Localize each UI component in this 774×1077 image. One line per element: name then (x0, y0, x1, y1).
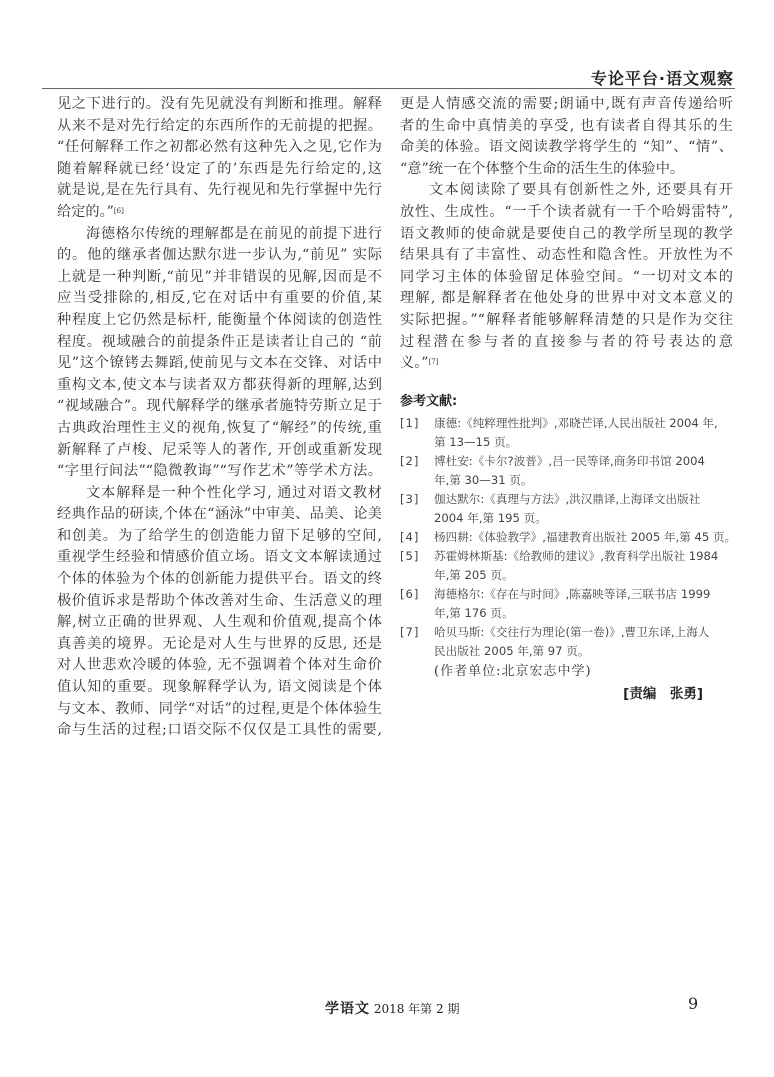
reference-text: 年,第 176 页。 (434, 605, 514, 620)
reference-text: 哈贝马斯:《交往行为理论(第一卷)》,曹卫东译,上海人 (434, 624, 710, 639)
reference-item (400, 452, 733, 490)
text-line: 古典政治理性主义的视角,恢复了“解经”的传统,重 (57, 419, 382, 436)
text-line: 经典作品的研读,个体在“涵泳”中审美、品美、论美 (57, 506, 382, 523)
reference-number: [3] (400, 491, 420, 506)
reference-number: [5] (400, 548, 420, 563)
text-line: 解,树立正确的世界观、人生观和价值观,提高个体 (57, 614, 382, 631)
text-line: 与文本、教师、同学“对话”的过程,更是个体体验生 (57, 700, 382, 717)
citation-marker: [7] (428, 358, 439, 367)
reference-text: 苏霍姆林斯基:《给教师的建议》,教育科学出版社 1984 (434, 548, 719, 563)
paragraph-start-line: 文本阅读除了要具有创新性之外, 还要具有开 (429, 182, 733, 199)
reference-item (400, 623, 733, 661)
editor-credit: [责编 张勇] (623, 685, 703, 702)
reference-number: [7] (400, 624, 420, 639)
text-line: 实际把握。”“解释者能够解释清楚的只是作为交往 (400, 311, 733, 328)
references-heading: 参考文献: (400, 393, 458, 409)
reference-item (400, 547, 733, 585)
text-line: 见”这个镣铐去舞蹈,使前见与文本在交锋、对话中 (57, 355, 382, 372)
text-line: 更是人情感交流的需要;朗诵中,既有声音传递给听 (400, 96, 733, 112)
right-column (400, 94, 737, 705)
text-line: 新解释了卢梭、尼采等人的著作, 开创或重新发现 (57, 441, 382, 458)
text-line: 命与生活的过程;口语交际不仅仅是工具性的需要, (57, 722, 382, 739)
text-line: 对人世悲欢冷暖的体验, 无不强调着个体对生命价 (57, 657, 382, 674)
text-line (400, 353, 733, 375)
footer-journal (325, 998, 459, 1018)
paragraph-start-line: 海德格尔传统的理解都是在前见的前提下进行 (86, 225, 382, 242)
reference-item (400, 528, 737, 547)
text-line: 重构文本,使文本与读者双方都获得新的理解,达到 (57, 376, 382, 393)
text-line: “意”统一在个体整个生命的活生生的体验中。 (400, 160, 685, 177)
reference-text: 康德:《纯粹理性批判》,邓晓芒译,人民出版社 2004 年, (434, 415, 718, 430)
header-divider (42, 88, 735, 89)
reference-text: 2004 年,第 195 页。 (434, 510, 547, 525)
reference-text: 杨四耕:《体验教学》,福建教育出版社 2005 年,第 45 页。 (434, 529, 737, 544)
text-line: “任何解释工作之初都必然有这种先入之见,它作为 (57, 139, 382, 156)
text-line: 重视学生经验和情感价值立场。语文文本解读通过 (57, 549, 382, 566)
text-line: 见之下进行的。没有先见就没有判断和推理。解释 (57, 96, 382, 112)
reference-text: 伽达默尔:《真理与方法》,洪汉鼎译,上海译文出版社 (434, 491, 701, 506)
reference-number: [1] (400, 415, 420, 430)
text-line: 命美的体验。语文阅读教学将学生的 “知”、“情”、 (400, 139, 733, 156)
journal-issue: 2018 年第 2 期 (373, 1002, 460, 1016)
reference-number: [2] (400, 453, 420, 468)
reference-item (400, 490, 733, 528)
reference-text: 第 13—15 页。 (434, 434, 518, 449)
page-number: 9 (688, 994, 699, 1013)
reference-text: 年,第 205 页。 (434, 567, 514, 582)
reference-item (400, 414, 733, 452)
text-line: 从来不是对先行给定的东西所作的无前提的把握。 (57, 117, 382, 134)
text-line: 应当受排除的,相反,它在对话中有重要的价值,某 (57, 290, 382, 307)
reference-text: 博杜安:《卡尔?波普》,吕一民等译,商务印书馆 2004 (434, 453, 705, 468)
journal-name: 学语文 (325, 1001, 370, 1017)
text-line: 个体的体验为个体的创新能力提供平台。语文的终 (57, 571, 382, 588)
text-line: “字里行间法”“隐微教诲”“写作艺术”等学术方法。 (57, 463, 382, 480)
citation-marker: [6] (113, 206, 124, 215)
reference-text: 民出版社 2005 年,第 97 页。 (434, 643, 590, 658)
text-line: 值认知的重要。现象解释学认为, 语文阅读是个体 (57, 679, 382, 696)
left-column (57, 94, 382, 742)
text-line: 就是说,是在先行具有、先行视见和先行掌握中先行 (57, 182, 382, 199)
text-line: 的。他的继承者伽达默尔进一步认为,“前见” 实际 (57, 247, 382, 264)
text-line: 真善美的境界。无论是对人生与世界的反思, 还是 (57, 635, 382, 652)
paragraph-start-line: 文本解释是一种个性化学习, 通过对语文教材 (86, 484, 382, 501)
text-fragment: 给定的。” (57, 203, 114, 220)
reference-number: [6] (400, 586, 420, 601)
text-line: 种程度上它仍然是标杆, 能衡量个体阅读的创造性 (57, 311, 382, 328)
reference-text: 年,第 30—31 页。 (434, 472, 533, 487)
text-line: 结果具有了丰富性、动态性和隐含性。开放性为不 (400, 247, 733, 264)
text-line: 放性、生成性。“一千个读者就有一千个哈姆雷特”, (400, 203, 733, 220)
text-line: 过程潜在参与者的直接参与者的符号表达的意 (400, 333, 733, 350)
text-line (57, 202, 382, 224)
reference-item (400, 585, 733, 623)
text-line: 语文教师的使命就是要使自己的教学所呈现的教学 (400, 225, 733, 242)
text-line: 随着解释就已经‘设定了的’东西是先行给定的,这 (57, 160, 382, 177)
reference-text: 海德格尔:《存在与时间》,陈嘉映等译,三联书店 1999 (434, 586, 711, 601)
text-line: 和创美。为了给学生的创造能力留下足够的空间, (57, 527, 382, 544)
text-line: 同学习主体的体验留足体验空间。“一切对文本的 (400, 268, 733, 285)
text-fragment: 义。” (400, 355, 429, 372)
author-affiliation: (作者单位:北京宏志中学) (434, 663, 592, 679)
text-line: 程度。视域融合的前提条件正是读者让自己的 “前 (57, 333, 382, 350)
text-line: 极价值诉求是帮助个体改善对生命、生活意义的理 (57, 592, 382, 609)
section-header-title: 专论平台·语文观察 (590, 69, 734, 88)
text-line: 者的生命中真情美的享受, 也有读者自得其乐的生 (400, 117, 733, 134)
text-line: “视域融合”。现代解释学的继承者施特劳斯立足于 (57, 398, 382, 415)
reference-number: [4] (400, 529, 420, 544)
text-line: 理解, 都是解释者在他处身的世界中对文本意义的 (400, 290, 733, 307)
text-line: 上就是一种判断,“前见”并非错误的见解,因而是不 (57, 268, 382, 285)
